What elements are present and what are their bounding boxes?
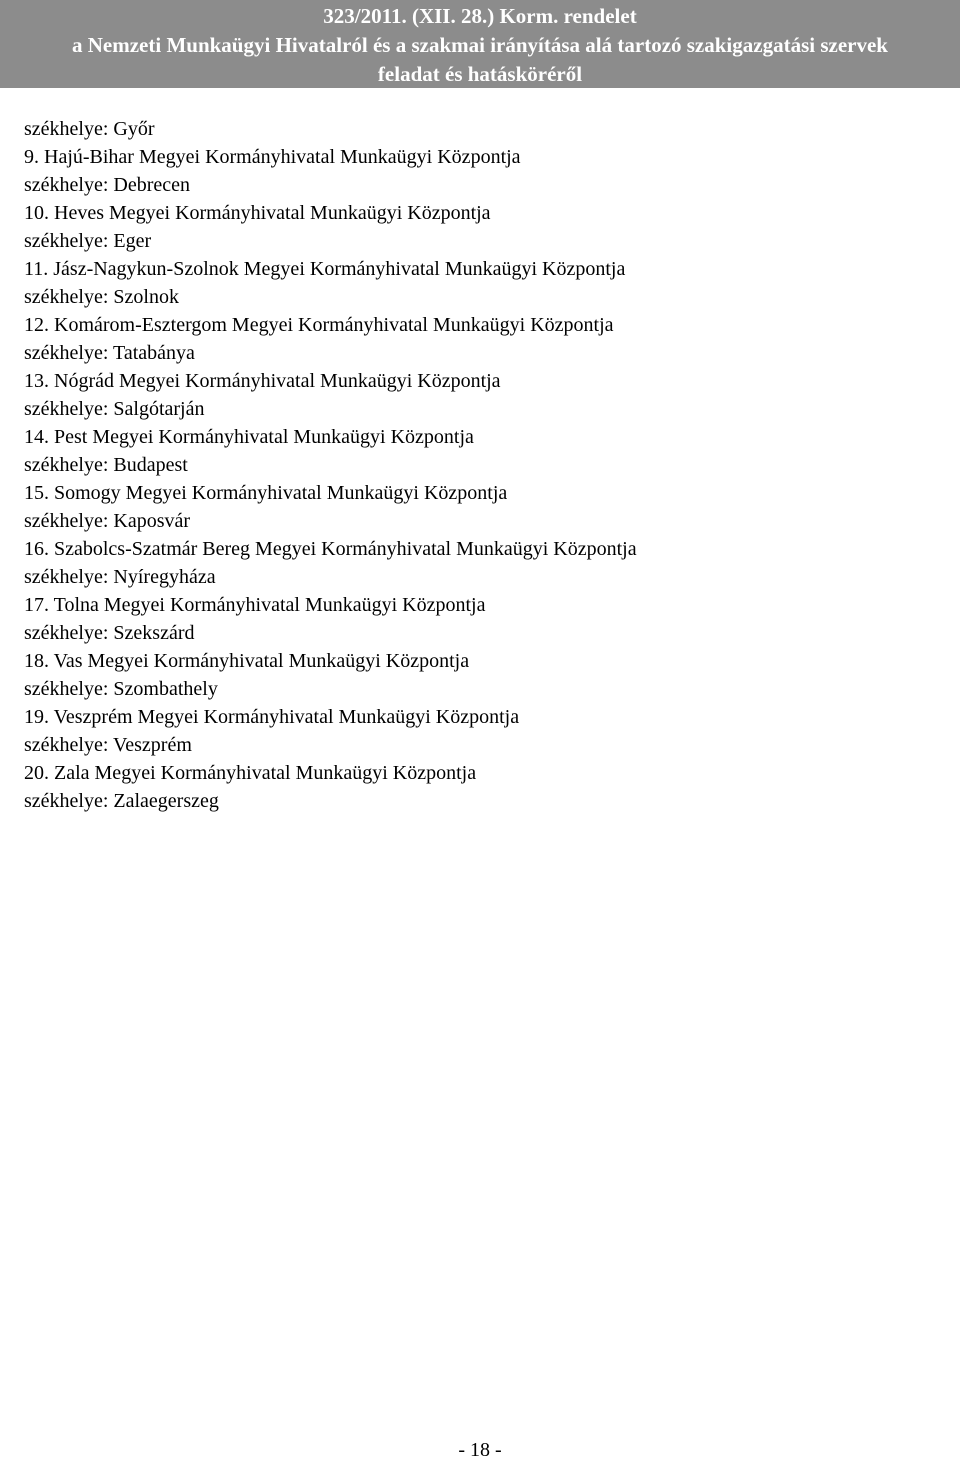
header-title: 323/2011. (XII. 28.) Korm. rendelet xyxy=(323,4,637,28)
leading-seat-line: székhelye: Győr xyxy=(24,118,155,140)
office-name: 19. Veszprém Megyei Kormányhivatal Munkaügyi Központja xyxy=(24,706,520,728)
office-seat: székhelye: Debrecen xyxy=(24,174,191,196)
office-seat: székhelye: Nyíregyháza xyxy=(24,566,216,588)
office-seat: székhelye: Veszprém xyxy=(24,734,192,756)
office-seat: székhelye: Budapest xyxy=(24,454,188,476)
office-seat: székhelye: Szolnok xyxy=(24,286,179,308)
office-name: 16. Szabolcs-Szatmár Bereg Megyei Kormányhivatal Munkaügyi Központja xyxy=(24,538,637,560)
office-name: 20. Zala Megyei Kormányhivatal Munkaügyi Központja xyxy=(24,762,477,784)
office-name: 18. Vas Megyei Kormányhivatal Munkaügyi Központja xyxy=(24,650,470,672)
office-name: 14. Pest Megyei Kormányhivatal Munkaügyi Központja xyxy=(24,426,474,448)
office-seat: székhelye: Szekszárd xyxy=(24,622,195,644)
office-name: 10. Heves Megyei Kormányhivatal Munkaügyi Központja xyxy=(24,202,491,224)
office-seat: székhelye: Tatabánya xyxy=(24,342,195,364)
office-list xyxy=(24,143,924,815)
header-subtitle-line2: feladat és hatásköréről xyxy=(377,62,583,86)
document-header xyxy=(0,0,960,88)
page-number: - 18 - xyxy=(458,1439,502,1461)
office-name: 12. Komárom-Esztergom Megyei Kormányhivatal Munkaügyi Központja xyxy=(24,314,614,336)
document-body xyxy=(24,115,924,815)
office-seat: székhelye: Eger xyxy=(24,230,152,252)
office-seat: székhelye: Szombathely xyxy=(24,678,218,700)
office-seat: székhelye: Kaposvár xyxy=(24,510,191,532)
office-name: 13. Nógrád Megyei Kormányhivatal Munkaügyi Központja xyxy=(24,370,501,392)
office-seat: székhelye: Salgótarján xyxy=(24,398,205,420)
office-seat: székhelye: Zalaegerszeg xyxy=(24,790,219,812)
office-name: 11. Jász-Nagykun-Szolnok Megyei Kormányhivatal Munkaügyi Központja xyxy=(24,258,626,280)
office-name: 9. Hajú-Bihar Megyei Kormányhivatal Munkaügyi Központja xyxy=(24,146,521,168)
header-subtitle-line1: a Nemzeti Munkaügyi Hivatalról és a szakmai irányítása alá tartozó szakigazgatási szervek xyxy=(72,33,888,57)
office-name: 15. Somogy Megyei Kormányhivatal Munkaügyi Központja xyxy=(24,482,508,504)
office-name: 17. Tolna Megyei Kormányhivatal Munkaügyi Központja xyxy=(24,594,486,616)
